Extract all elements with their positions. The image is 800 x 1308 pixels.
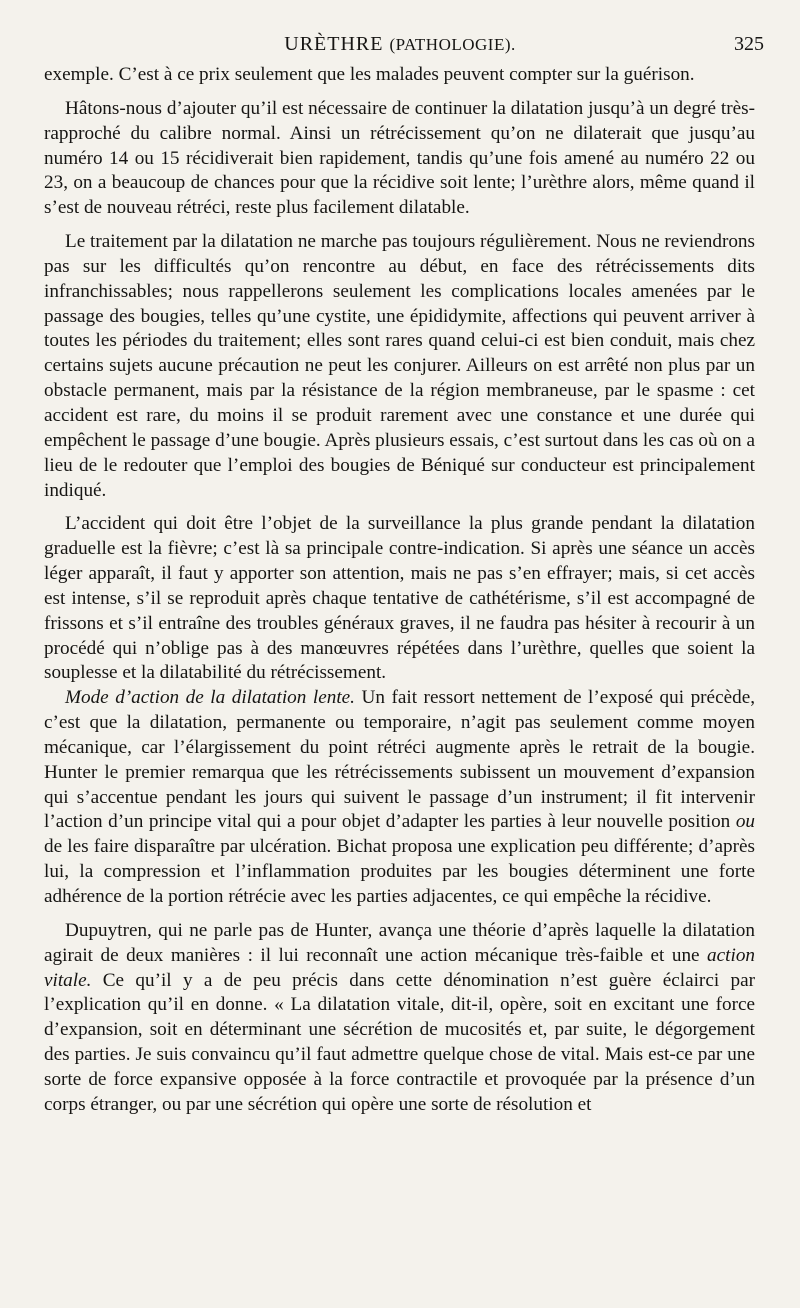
body-text	[44, 63, 755, 1118]
paragraph-gap	[44, 221, 755, 230]
dupuytren-action-vitale: action vitale.	[44, 944, 756, 991]
paragraph-fever: L’accident qui doit être l’objet de la surveillance la plus grande pendant la dilatation graduelle est la fièvre; c’est là sa principale contre-indication. Si après une séance un accès léger apparaît, il faut y apporter son attention, mais ne pas s’en effrayer; mais, si cet accès est intense, s’il se reproduit après chaque tentative de cathétérisme, s’il est accompagné de frissons et s’il entraîne des troubles généraux graves, il ne faudra pas hésiter à recourir à un procédé qui n’oblige pas à des manœuvres répétées dans l’urèthre, quelles que soient la souplesse et la dilatabilité du rétrécissement.	[44, 513, 755, 684]
mode-action-text-a: Un fait ressort nettement de l’exposé qui précède, c’est que la dilatation, permanente ou temporaire, n’agit pas seulement comme moyen mécanique, car l’élargissement du point rétréci augmente après le retrait de la bougie. Hunter le premier remarqua que les rétrécissements subissent un mouvement d’expansion qui s’accentue pendant les jours qui suivent le passage d’un instrument; il fit intervenir l’action d’un principe vital qui a pour objet d’adapter les parties à leur nouvelle position	[44, 687, 756, 833]
dupuytren-text-b: Ce qu’il y a de peu précis dans cette dénomination n’est guère éclairci par l’explication qu’il en donne. « La dilatation vitale, dit-il, opère, soit en excitant une force d’expansion, soit en déterminant une sécrétion de mucosités et, par suite, le dégorgement des parties. Je suis convaincu qu’il faut admettre quelque chose de vital. Mais est-ce par une sorte de force expansive opposée à la force contractile et provoquée par la présence d’un corps étranger, ou par une sécrétion qui opère une sorte de résolution et	[44, 969, 755, 1115]
paragraph-mode-of-action	[44, 686, 755, 910]
mode-action-ou: ou	[735, 811, 756, 833]
paragraph-treatment-irregular: Le traitement par la dilatation ne marche pas toujours régulièrement. Nous ne reviendrons pas sur les difficultés qu’on rencontre au début, en face des rétrécissements dits infranchissables; nous rappellerons seulement les complications locales amenées par le passage des bougies, telles qu’une cystite, une épididymite, affections qui peuvent arriver à toutes les périodes du traitement; elles sont rares quand celui-ci est bien conduit, mais chez certains sujets aucune précaution ne peut les conjurer. Ailleurs on est arrêté non plus par un obstacle permanent, mais par la résistance de la région membraneuse, par le spasme : cet accident est rare, du moins il se produit rarement avec une constance et une durée qui empêchent le passage d’une bougie. Après plusieurs essais, c’est surtout dans les cas où on a lieu de le redouter que l’emploi des bougies de Béniqué sur conducteur est principalement indiqué.	[44, 231, 755, 501]
dupuytren-text-a: Dupuytren, qui ne parle pas de Hunter, avança une théorie d’après laquelle la dilatation agirait de deux manières : il lui reconnaît une action mécanique très-faible et une	[44, 919, 755, 966]
paragraph-continuation: exemple. C’est à ce prix seulement que les malades peuvent compter sur la guérison.	[44, 64, 695, 85]
paragraph-gap	[44, 503, 755, 512]
paragraph-gap	[44, 88, 755, 97]
page-number: 325	[734, 33, 764, 55]
mode-action-text-b: de les faire disparaître par ulcération. Bichat proposa une explication peu différente; d’après lui, la compression et l’inflammation produites par les bougies déterminent une forte adhérence de la portion rétrécie avec les parties adjacentes, ce qui empêche la récidive.	[44, 836, 755, 907]
paragraph-gap	[44, 910, 755, 919]
section-heading-mode-action: Mode d’action de la dilatation lente.	[65, 687, 355, 709]
header-main-title: URÈTHRE	[284, 33, 384, 55]
paragraph-dilatation-degree: Hâtons-nous d’ajouter qu’il est nécessaire de continuer la dilatation jusqu’à un degré très-rapproché du calibre normal. Ainsi un rétrécissement qu’on ne dilaterait que jusqu’au numéro 14 ou 15 récidiverait bien rapidement, tandis qu’une fois amené au numéro 22 ou 23, on a beaucoup de chances pour que la récidive soit lente; l’urèthre alors, même quand il s’est de nouveau rétréci, reste plus facilement dilatable.	[44, 97, 755, 219]
header-subtitle: (PATHOLOGIE).	[389, 35, 516, 54]
paragraph-dupuytren	[44, 919, 755, 1118]
running-header	[36, 22, 764, 62]
header-title	[36, 32, 764, 57]
